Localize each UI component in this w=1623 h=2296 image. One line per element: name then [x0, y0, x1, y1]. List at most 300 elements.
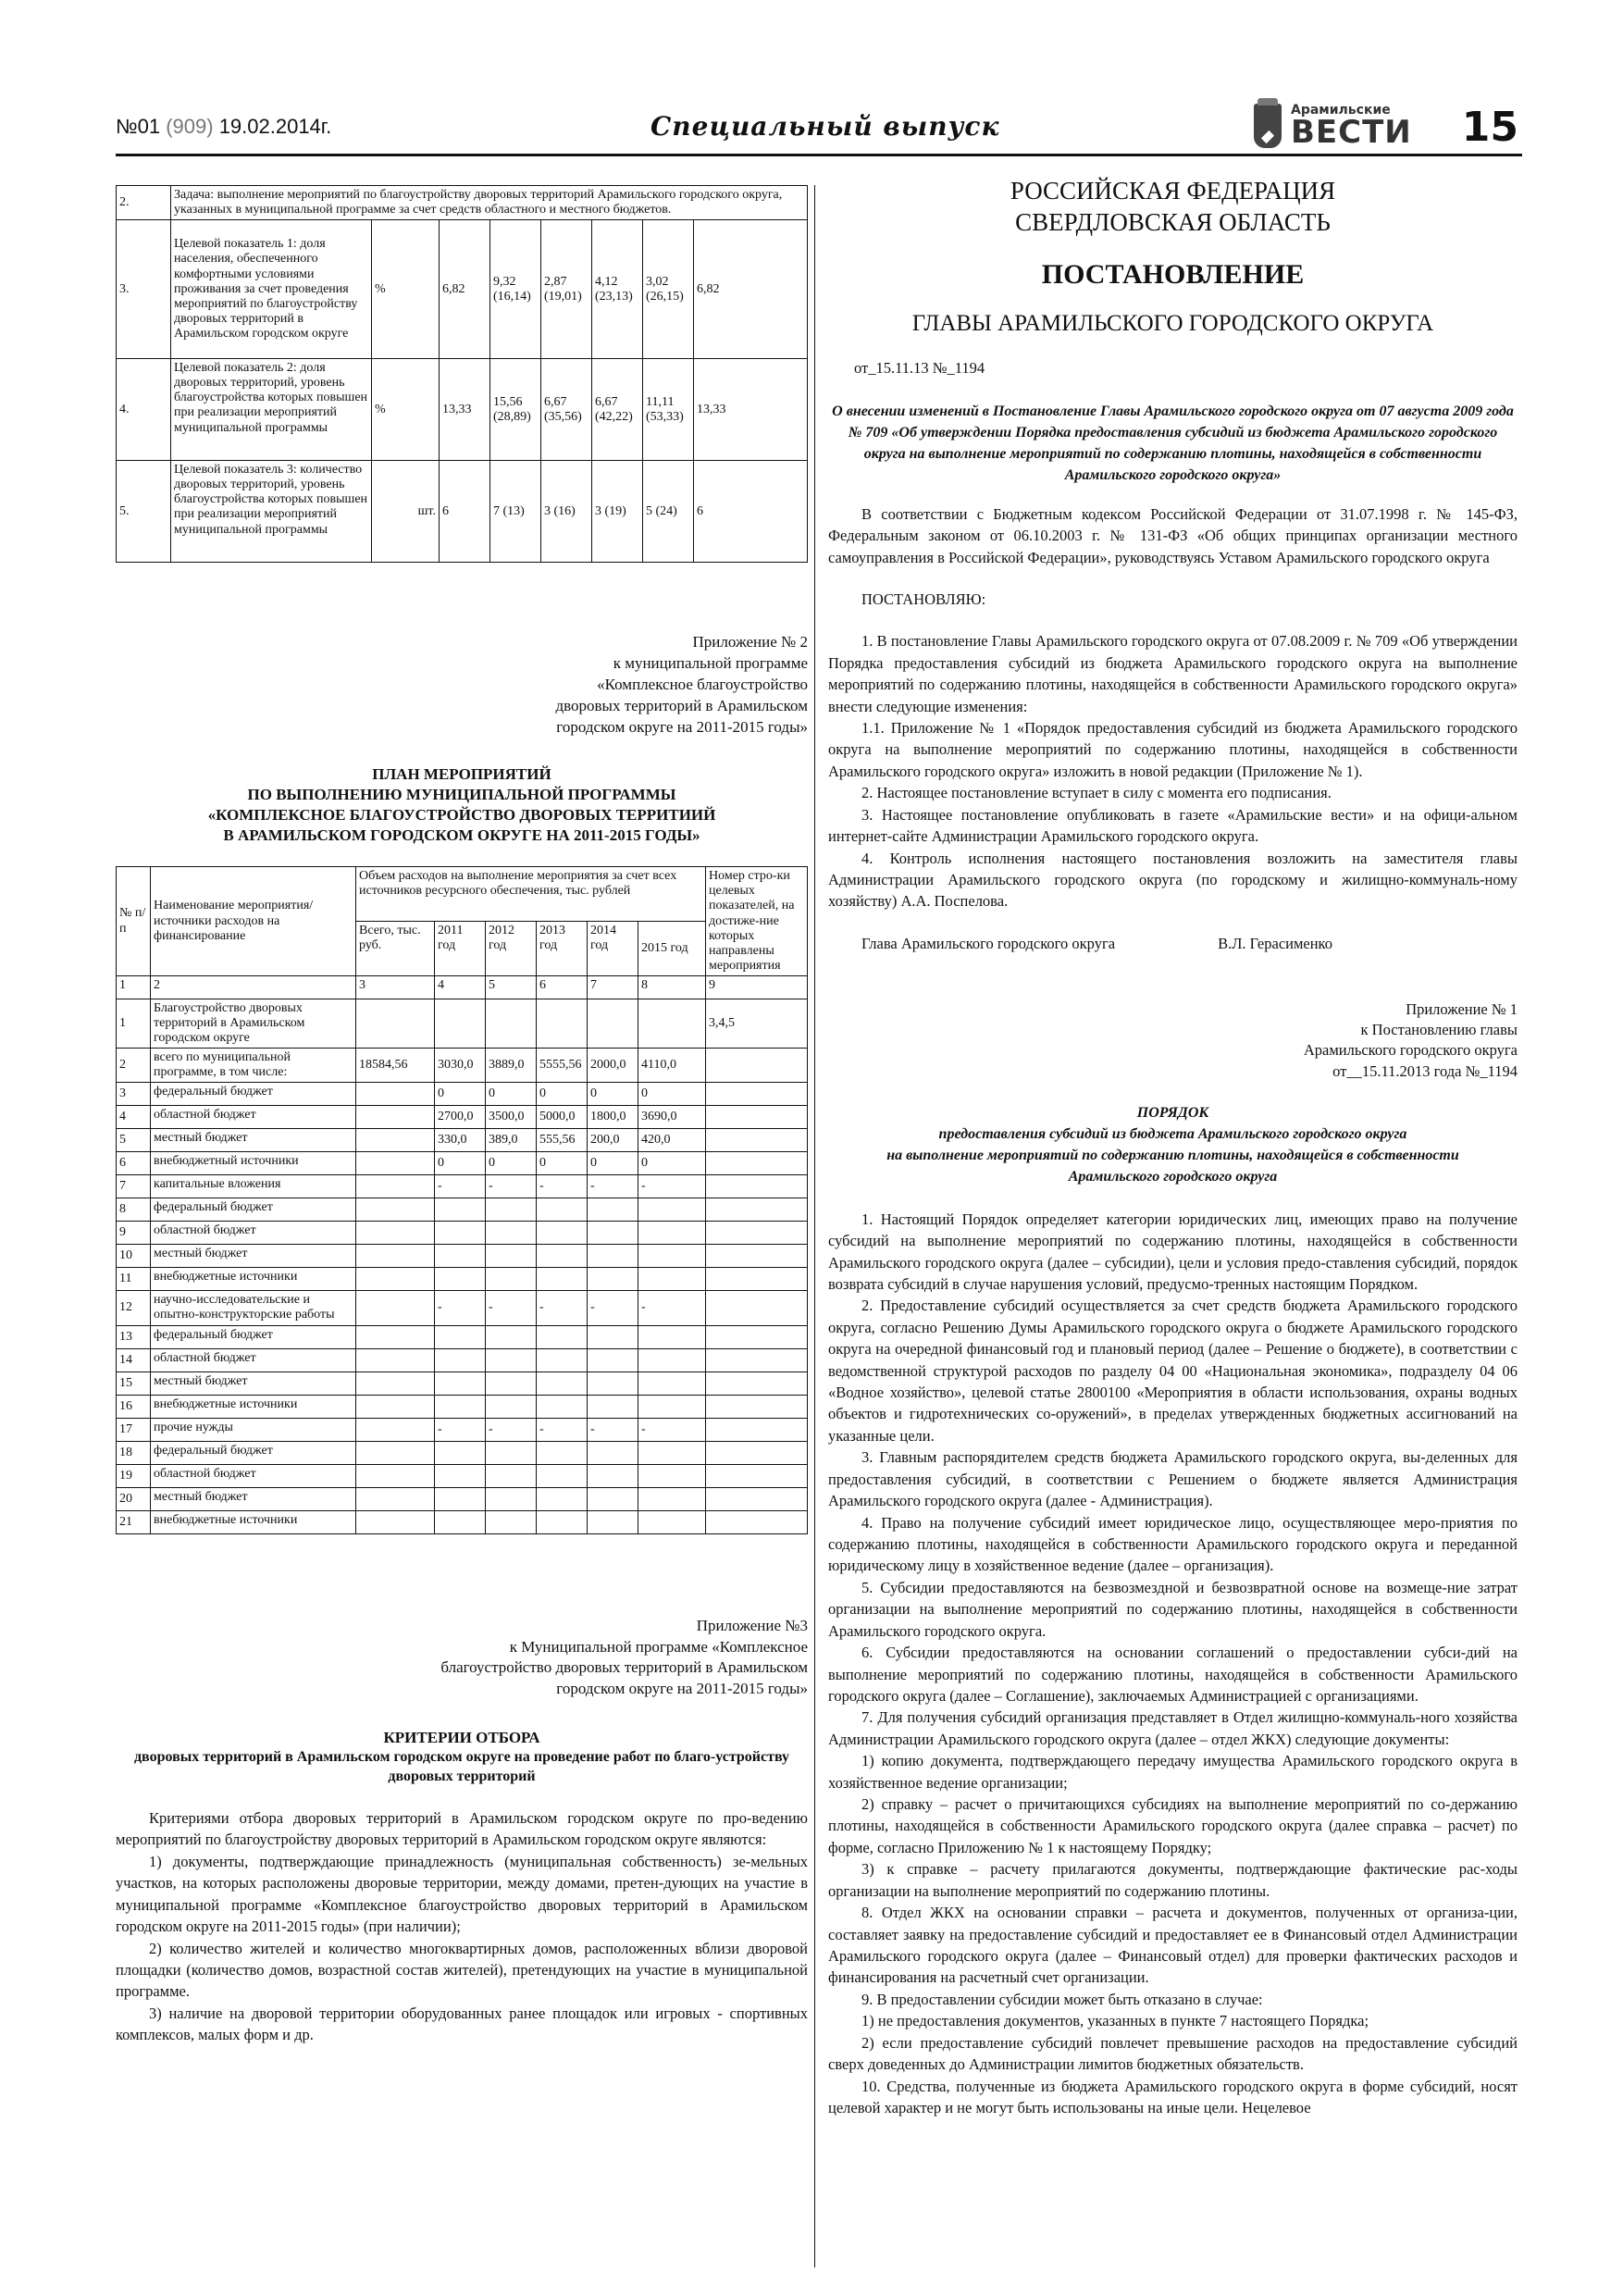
year-value: [537, 1222, 588, 1245]
order-body: [828, 1209, 1518, 2119]
paragraph: 1) не предоставления документов, указанных в пункте 7 настоящего Порядка;: [861, 2012, 1369, 2030]
plan-table: [116, 866, 808, 1533]
indicator-value: 2,87 (19,01): [541, 220, 592, 359]
year-value: [588, 1371, 638, 1395]
column-number: 2: [151, 975, 356, 999]
year-value: [588, 1348, 638, 1371]
appendix-line: дворовых территорий в Арамильском: [555, 697, 808, 714]
target-rows: 3,4,5: [706, 999, 808, 1048]
column-number: 6: [537, 975, 588, 999]
appendix-line: городском округе на 2011-2015 годы»: [556, 1680, 808, 1698]
paragraph: 10. Средства, полученные из бюджета Арамильского городского округа в форме субсидий, носят целевой характер и не могут быть использованы на иные цели. Нецелевое: [828, 2077, 1518, 2116]
year-value: [537, 1441, 588, 1464]
column-number: 4: [435, 975, 486, 999]
paragraph: 4. Право на получение субсидий имеет юридическое лицо, осуществляющее меро-приятия по содержанию плотины, находящейся в собственности Арамильского городского округа и переданной юридическому лицу в хозяйственное ведение (далее – организация).: [828, 1513, 1518, 1575]
year-value: [537, 1198, 588, 1222]
row-number: 10: [117, 1245, 151, 1268]
table-row: [117, 1418, 808, 1441]
year-value: -: [486, 1291, 537, 1325]
appendix-line: к муниципальной программе: [613, 654, 808, 673]
year-value: -: [537, 1418, 588, 1441]
year-value: [486, 1268, 537, 1291]
total-value: [356, 1487, 435, 1510]
year-value: [537, 1464, 588, 1487]
year-value: [537, 1395, 588, 1418]
table-row: [117, 1129, 808, 1152]
indicator-value: 15,56 (28,89): [490, 359, 541, 461]
table-row: [117, 1441, 808, 1464]
total-value: [356, 1291, 435, 1325]
item-name: всего по муниципальной программе, в том числе:: [151, 1049, 356, 1083]
year-value: [588, 1395, 638, 1418]
item-name: областной бюджет: [151, 1348, 356, 1371]
total-value: [356, 999, 435, 1048]
total-value: [356, 1245, 435, 1268]
total-value: [356, 1129, 435, 1152]
paragraph: 2) если предоставление субсидий повлечет превышение расходов на предоставление субсидий сверх доведенных до Администрации лимитов бюджетных обязательств.: [828, 2033, 1518, 2074]
col-header-2015: 2015 год: [638, 922, 706, 976]
item-name: научно-исследовательские и опытно-конструкторские работы: [151, 1291, 356, 1325]
year-value: [588, 1441, 638, 1464]
year-value: [537, 1487, 588, 1510]
indicator-name: Целевой показатель 1: доля населения, обеспеченного комфортными условиями проживания за счет проведения мероприятий по благоустройству дворовых территорий в Арамильском городском округе: [171, 220, 372, 359]
target-rows: [706, 1222, 808, 1245]
indicator-value: 6: [440, 461, 490, 563]
year-value: [638, 1222, 706, 1245]
resolution-items: [828, 630, 1518, 912]
year-value: [486, 1348, 537, 1371]
year-value: [638, 999, 706, 1048]
task-text: Задача: выполнение мероприятий по благоустройству дворовых территорий Арамильского городского округа, указанных в муниципальной программе за счет средств областного и местного бюджетов.: [171, 186, 808, 220]
order-subtitle-line: предоставления субсидий из бюджета Арамильского городского округа: [938, 1126, 1407, 1143]
indicator-value: 6,67 (35,56): [541, 359, 592, 461]
resolution-item: 4. Контроль исполнения настоящего постановления возложить на заместителя главы Администрации Арамильского городского округа (по городскому и жилищно-коммуналь-ному хозяйству) А.А. Поспелова.: [828, 849, 1518, 911]
year-value: 0: [435, 1152, 486, 1175]
item-name: внебюджетные источники: [151, 1510, 356, 1533]
total-value: [356, 1106, 435, 1129]
total-value: [356, 1325, 435, 1348]
paragraph: 1) документы, подтверждающие принадлежность (муниципальная собственность) зе-мельных участков, на которых расположены дворовые территории, между домами, претен-дующих на участие в муниципальной программе «Комплексное благоустройство дворовых территорий в Арамильском городском округе на 2011-2015 годы» (при наличии);: [116, 1852, 808, 1936]
total-value: [356, 1175, 435, 1198]
appendix-line: Приложение №3: [696, 1616, 808, 1634]
row-number: 13: [117, 1325, 151, 1348]
country: РОССИЙСКАЯ ФЕДЕРАЦИЯ: [1010, 177, 1336, 205]
target-rows: [706, 1129, 808, 1152]
target-rows: [706, 1464, 808, 1487]
year-value: [435, 1464, 486, 1487]
year-value: -: [537, 1291, 588, 1325]
col-header-name: Наименование мероприятия/ источники расходов на финансирование: [151, 867, 356, 976]
row-number: 8: [117, 1198, 151, 1222]
target-rows: [706, 1175, 808, 1198]
target-rows: [706, 1325, 808, 1348]
date-number: от_15.11.13 №_1194: [854, 358, 985, 377]
row-number: 15: [117, 1371, 151, 1395]
year-value: 3030,0: [435, 1049, 486, 1083]
year-value: [435, 1268, 486, 1291]
logo-big-text: ВЕСТИ: [1291, 114, 1412, 151]
indicator-value: 13,33: [694, 359, 808, 461]
indicator-name: Целевой показатель 2: доля дворовых территорий, уровень благоустройства которых повышен при реализации мероприятий муниципальной программы: [171, 359, 372, 461]
column-number: 7: [588, 975, 638, 999]
table-row: [117, 1268, 808, 1291]
year-value: [638, 1245, 706, 1268]
row-number: 7: [117, 1175, 151, 1198]
total-value: [356, 1510, 435, 1533]
item-name: областной бюджет: [151, 1106, 356, 1129]
year-value: [486, 999, 537, 1048]
row-number: 5.: [117, 461, 171, 563]
col-header-total: Всего, тыс. руб.: [356, 922, 435, 976]
decree-word: ПОСТАНОВЛЯЮ:: [861, 590, 986, 608]
target-rows: [706, 1348, 808, 1371]
indicator-value: 11,11 (53,33): [643, 359, 694, 461]
col-header-2012: 2012 год: [486, 922, 537, 976]
year-value: [435, 1325, 486, 1348]
issuer: ГЛАВЫ АРАМИЛЬСКОГО ГОРОДСКОГО ОКРУГА: [911, 310, 1434, 336]
indicator-unit: %: [372, 359, 440, 461]
item-name: местный бюджет: [151, 1245, 356, 1268]
table-row: [117, 1245, 808, 1268]
appendix-line: Приложение № 2: [692, 633, 808, 652]
paragraph: 5. Субсидии предоставляются на безвозмездной и безвозвратной основе на возмеще-ние затрат организации на выполнение мероприятий по содержанию плотины, находящейся в собственности Арамильского городского округа.: [828, 1578, 1518, 1640]
year-value: -: [435, 1291, 486, 1325]
year-value: 0: [486, 1152, 537, 1175]
indicator-name: Целевой показатель 3: количество дворовых территорий, уровень благоустройства которых повышен при реализации мероприятий муниципальной программы: [171, 461, 372, 563]
item-name: капитальные вложения: [151, 1175, 356, 1198]
year-value: [435, 1348, 486, 1371]
table-row: [117, 461, 808, 563]
column-number: 1: [117, 975, 151, 999]
plan-table-body: [117, 999, 808, 1533]
row-number: 2.: [117, 186, 171, 220]
row-number: 4: [117, 1106, 151, 1129]
appendix-line: к Постановлению главы: [1360, 1021, 1518, 1039]
year-value: 0: [588, 1083, 638, 1106]
page-header: [116, 103, 1522, 156]
table-row: [117, 1106, 808, 1129]
year-value: 5555,56: [537, 1049, 588, 1083]
paragraph: 2. Предоставление субсидий осуществляется за счет средств бюджета Арамильского городского округа, согласно Решению Думы Арамильского городского округа о бюджете Арамильского городского округа на очередной финансовый год и плановый период (далее – Решение о бюджете), в соответствии с ведомственной структурой расходов по разделу 04 00 «Национальная экономика», подразделу 04 06 «Водное хозяйство», целевой статье 2800100 «Мероприятия в области использования, охраны водных объектов и гидротехнических со-оружений», в пределах утвержденных бюджетных ассигнований на указанные цели.: [828, 1297, 1518, 1445]
item-name: местный бюджет: [151, 1371, 356, 1395]
year-value: 2700,0: [435, 1106, 486, 1129]
plan-title: [116, 764, 808, 846]
total-value: [356, 1152, 435, 1175]
year-value: -: [435, 1418, 486, 1441]
year-value: [435, 1198, 486, 1222]
year-value: [638, 1371, 706, 1395]
column-number: 5: [486, 975, 537, 999]
item-name: областной бюджет: [151, 1222, 356, 1245]
year-value: [588, 1245, 638, 1268]
table-row: [117, 1152, 808, 1175]
year-value: [588, 999, 638, 1048]
year-value: [588, 1198, 638, 1222]
year-value: -: [588, 1418, 638, 1441]
issue-total: (909): [166, 115, 214, 138]
order-subtitle-line: Арамильского городского округа: [1068, 1169, 1278, 1185]
total-value: [356, 1348, 435, 1371]
appendix-line: от__15.11.2013 года №_1194: [1332, 1061, 1518, 1080]
year-value: -: [638, 1291, 706, 1325]
year-value: 0: [638, 1152, 706, 1175]
year-value: [435, 1371, 486, 1395]
year-value: -: [486, 1175, 537, 1198]
doc-type: ПОСТАНОВЛЕНИЕ: [1041, 258, 1305, 290]
issue-date: 19.02.2014г.: [218, 115, 332, 138]
item-name: федеральный бюджет: [151, 1083, 356, 1106]
year-value: [638, 1348, 706, 1371]
year-value: [638, 1325, 706, 1348]
year-value: [537, 1510, 588, 1533]
row-number: 3.: [117, 220, 171, 359]
year-value: [537, 1268, 588, 1291]
year-value: [486, 1222, 537, 1245]
row-number: 19: [117, 1464, 151, 1487]
target-rows: [706, 1245, 808, 1268]
year-value: [638, 1510, 706, 1533]
indicator-value: 3 (19): [592, 461, 643, 563]
year-value: [537, 1245, 588, 1268]
row-number: 16: [117, 1395, 151, 1418]
criteria-body: [116, 1807, 808, 2046]
appendix-line: городском округе на 2011-2015 годы»: [556, 717, 808, 736]
order-title: ПОРЯДОК: [1136, 1104, 1209, 1121]
total-value: [356, 1464, 435, 1487]
col-header-2014: 2014 год: [588, 922, 638, 976]
appendix-line: Арамильского городского округа: [1303, 1041, 1518, 1060]
table-row: [117, 1464, 808, 1487]
total-value: [356, 1395, 435, 1418]
year-value: [486, 1395, 537, 1418]
region: СВЕРДЛОВСКАЯ ОБЛАСТЬ: [1015, 207, 1331, 236]
column-number: 9: [706, 975, 808, 999]
paragraph: 2) количество жителей и количество многоквартирных домов, расположенных вблизи дворовой площадки (количество домов, возрастной состав жителей), претендующих на участие в муниципальной программе.: [116, 1939, 808, 2001]
year-value: -: [435, 1175, 486, 1198]
paragraph: 3. Главным распорядителем средств бюджета Арамильского городского округа, вы-деленных для предоставления субсидий, в соответствии с Решением о бюджете является Администрация Арамильского городского округа (далее - Администрация).: [828, 1448, 1518, 1510]
table-row: [117, 1083, 808, 1106]
year-value: [537, 1348, 588, 1371]
appendix-line: благоустройство дворовых территорий в Арамильском: [440, 1658, 808, 1677]
target-rows: [706, 1083, 808, 1106]
item-name: федеральный бюджет: [151, 1325, 356, 1348]
year-value: [638, 1464, 706, 1487]
table-row: [117, 1222, 808, 1245]
row-number: 5: [117, 1129, 151, 1152]
year-value: [435, 999, 486, 1048]
indicator-value: 6,67 (42,22): [592, 359, 643, 461]
indicator-value: 9,32 (16,14): [490, 220, 541, 359]
indicator-value: 7 (13): [490, 461, 541, 563]
col-header-2011: 2011 год: [435, 922, 486, 976]
table-row: [117, 1325, 808, 1348]
year-value: 0: [588, 1152, 638, 1175]
year-value: [638, 1268, 706, 1291]
year-value: 2000,0: [588, 1049, 638, 1083]
section-title: Специальный выпуск: [650, 111, 1000, 142]
total-value: [356, 1441, 435, 1464]
year-value: [588, 1487, 638, 1510]
row-number: 20: [117, 1487, 151, 1510]
row-number: 12: [117, 1291, 151, 1325]
appendix3-header: [116, 1616, 808, 1701]
year-value: -: [486, 1418, 537, 1441]
row-number: 17: [117, 1418, 151, 1441]
year-value: [588, 1268, 638, 1291]
target-rows: [706, 1291, 808, 1325]
year-value: -: [537, 1175, 588, 1198]
target-rows: [706, 1049, 808, 1083]
target-rows: [706, 1198, 808, 1222]
year-value: [537, 1371, 588, 1395]
table-row: [117, 220, 808, 359]
indicator-value: 3 (16): [541, 461, 592, 563]
item-name: местный бюджет: [151, 1487, 356, 1510]
order-title-block: [828, 1102, 1518, 1188]
criteria-title: КРИТЕРИИ ОТБОРА: [383, 1729, 540, 1747]
paragraph: Критериями отбора дворовых территорий в Арамильском городском округе по про-ведению мероприятий по благоустройству дворовых территорий в Арамильском городском округе являются:: [116, 1809, 808, 1849]
indicator-unit: шт.: [372, 461, 440, 563]
year-value: 0: [638, 1083, 706, 1106]
total-value: [356, 1371, 435, 1395]
item-name: областной бюджет: [151, 1464, 356, 1487]
target-rows: [706, 1106, 808, 1129]
criteria-subtitle: дворовых территорий в Арамильском городском округе на проведение работ по благо-устройству дворовых территорий: [133, 1749, 790, 1785]
row-number: 9: [117, 1222, 151, 1245]
item-name: внебюджетные источники: [151, 1395, 356, 1418]
table-row: [117, 1291, 808, 1325]
target-rows: [706, 1487, 808, 1510]
year-value: [435, 1510, 486, 1533]
year-value: [638, 1198, 706, 1222]
indicator-value: 6,82: [694, 220, 808, 359]
indicator-value: 3,02 (26,15): [643, 220, 694, 359]
year-value: 555,56: [537, 1129, 588, 1152]
year-value: [486, 1487, 537, 1510]
year-value: [435, 1487, 486, 1510]
year-value: [486, 1441, 537, 1464]
indicators-table: [116, 185, 808, 563]
newspaper-logo: [1254, 102, 1412, 150]
year-value: 5000,0: [537, 1106, 588, 1129]
year-value: [588, 1464, 638, 1487]
column-number: 8: [638, 975, 706, 999]
signature-title: Глава Арамильского городского округа: [861, 934, 1116, 952]
target-rows: [706, 1418, 808, 1441]
year-value: [486, 1245, 537, 1268]
target-rows: [706, 1510, 808, 1533]
resolution-item: 3. Настоящее постановление опубликовать в газете «Арамильские вести» и на офици-альном интернет-сайте Администрации Арамильского городского округа.: [828, 805, 1518, 846]
paragraph: 1. Настоящий Порядок определяет категории юридических лиц, имеющих право на получение субсидий на выполнение мероприятий по содержанию плотины, находящейся в собственности Арамильского городского округа (далее – субсидии), цели и условия предо-ставления субсидий, порядок возврата субсидий в случае нарушения условий, предусмо-тренных настоящим Порядком.: [828, 1210, 1518, 1293]
paragraph: 7. Для получения субсидий организация представляет в Отдел жилищно-коммуналь-ного хозяйства Администрации Арамильского городского округа (далее – отдел ЖКХ) следующие документы:: [828, 1708, 1518, 1748]
appendix-line: к Муниципальной программе «Комплексное: [509, 1637, 808, 1656]
year-value: 3500,0: [486, 1106, 537, 1129]
row-number: 21: [117, 1510, 151, 1533]
page-number: 15: [1461, 104, 1518, 151]
table-row: [117, 1348, 808, 1371]
target-rows: [706, 1152, 808, 1175]
column-divider: [814, 185, 815, 2267]
year-value: -: [638, 1175, 706, 1198]
logo-small-text: Арамильские: [1291, 103, 1391, 118]
year-value: [435, 1245, 486, 1268]
total-value: [356, 1222, 435, 1245]
preamble: В соответствии с Бюджетным кодексом Российской Федерации от 31.07.1998 г. № 145-ФЗ, Федеральным законом от 06.10.2003 г. № 131-ФЗ «Об общих принципах организации местного самоуправления в Российской Федерации», руководствуясь Уставом Арамильского городского округа: [828, 504, 1518, 566]
item-name: местный бюджет: [151, 1129, 356, 1152]
appendix1-header: [828, 999, 1518, 1082]
year-value: 0: [435, 1083, 486, 1106]
row-number: 2: [117, 1049, 151, 1083]
year-value: [435, 1395, 486, 1418]
resolution-item: 1. В постановление Главы Арамильского городского округа от 07.08.2009 г. № 709 «Об утверждении Порядка предоставления субсидий из бюджета Арамильского городского округа на выполнение мероприятий по содержанию плотины, находящейся в собственности Арамильского городского округа» внести следующие изменения:: [828, 632, 1518, 715]
table-header-row: [117, 867, 808, 922]
year-value: [486, 1510, 537, 1533]
order-subtitle-line: на выполнение мероприятий по содержанию плотины, находящейся в собственности: [886, 1148, 1459, 1164]
year-value: [638, 1487, 706, 1510]
title-line: ПЛАН МЕРОПРИЯТИЙ: [372, 764, 551, 783]
row-number: 3: [117, 1083, 151, 1106]
resolution-item: 2. Настоящее постановление вступает в силу с момента его подписания.: [861, 784, 1332, 802]
row-number: 14: [117, 1348, 151, 1371]
year-value: [537, 999, 588, 1048]
table-row: [117, 1487, 808, 1510]
year-value: 3889,0: [486, 1049, 537, 1083]
year-value: [537, 1325, 588, 1348]
col-header-2013: 2013 год: [537, 922, 588, 976]
year-value: [435, 1441, 486, 1464]
total-value: [356, 1198, 435, 1222]
row-number: 6: [117, 1152, 151, 1175]
table-row: [117, 1510, 808, 1533]
year-value: 4110,0: [638, 1049, 706, 1083]
paragraph: 6. Субсидии предоставляются на основании соглашений о предоставлении субси-дий на выполнение мероприятий по содержанию плотины, находящейся в собственности Арамильского городского округа (далее – Соглашение), заключаемых Администрацией с организациями.: [828, 1644, 1518, 1705]
target-rows: [706, 1395, 808, 1418]
year-value: [486, 1371, 537, 1395]
paragraph: 2) справку – расчет о причитающихся субсидиях на выполнение мероприятий по со-держанию плотины, находящейся в собственности Арамильского городского округа (далее справка – расчет) по форме, согласно Приложению № 1 к настоящему Порядку;: [828, 1795, 1518, 1856]
coat-of-arms-icon: [1254, 104, 1282, 148]
table-row: [117, 1198, 808, 1222]
appendix2-header: [116, 632, 808, 738]
indicator-value: 6: [694, 461, 808, 563]
total-value: 18584,56: [356, 1049, 435, 1083]
indicator-value: 4,12 (23,13): [592, 220, 643, 359]
year-value: [638, 1441, 706, 1464]
resolution-subject: О внесении изменений в Постановление Главы Арамильского городского округа от 07 августа 2009 года № 709 «Об утверждении Порядка предоставления субсидий из бюджета Арамильского городского округа на выполнение мероприятий по содержанию плотины, находящейся в собственности Арамильского городского округа»: [832, 403, 1514, 484]
title-line: ПО ВЫПОЛНЕНИЮ МУНИЦИПАЛЬНОЙ ПРОГРАММЫ: [247, 785, 676, 803]
table-row: [117, 1395, 808, 1418]
indicator-value: 5 (24): [643, 461, 694, 563]
year-value: 389,0: [486, 1129, 537, 1152]
year-value: 0: [486, 1083, 537, 1106]
row-number: 4.: [117, 359, 171, 461]
item-name: внебюджетный источники: [151, 1152, 356, 1175]
target-rows: [706, 1441, 808, 1464]
indicator-unit: %: [372, 220, 440, 359]
item-name: внебюджетные источники: [151, 1268, 356, 1291]
paragraph: 8. Отдел ЖКХ на основании справки – расчета и документов, полученных от организа-ции, составляет заявку на предоставление субсидий и предоставляет ее в Финансовый отдел Администрации Арамильского городского округа (далее – Финансовый отдел) для проверки фактических расходов и финансирования на расчетный счет организации.: [828, 1904, 1518, 1987]
year-value: -: [588, 1291, 638, 1325]
year-value: 0: [537, 1083, 588, 1106]
table-row: [117, 1371, 808, 1395]
total-value: [356, 1418, 435, 1441]
year-value: [638, 1395, 706, 1418]
row-number: 18: [117, 1441, 151, 1464]
signature: [828, 935, 1518, 953]
total-value: [356, 1268, 435, 1291]
item-name: прочие нужды: [151, 1418, 356, 1441]
resolution-item: 1.1. Приложение № 1 «Порядок предоставления субсидий из бюджета Арамильского городского округа на выполнение мероприятий по содержанию плотины, находящейся в собственности Арамильского городского округа» изложить в новой редакции (Приложение № 1).: [828, 719, 1518, 780]
year-value: 0: [537, 1152, 588, 1175]
